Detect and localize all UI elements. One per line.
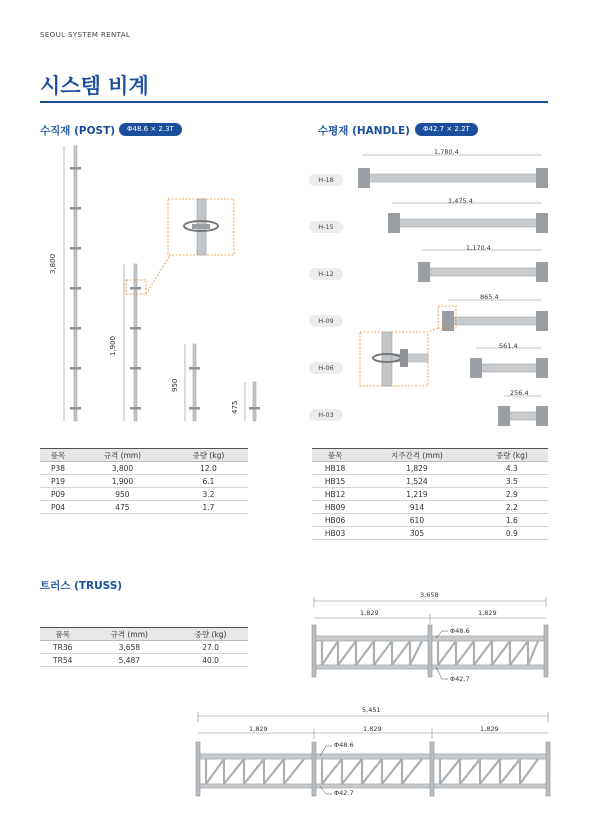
column-header: 중량 (kg) [173,628,248,641]
truss-tr36-diagram [308,595,553,690]
table-cell: P04 [40,501,76,514]
brand-name: SEOUL SYSTEM RENTAL [40,31,131,39]
column-header: 품목 [40,449,76,462]
post-1900 [130,264,141,421]
truss-tr54-segment-dim: 1,829 [249,725,268,733]
handle-dim-h18: 1,780.4 [434,148,459,156]
table-header-row [40,628,248,641]
truss-tr36-top-pipe-label: Φ48.6 [450,627,470,635]
handle-h15 [388,203,548,233]
table-cell: 305 [358,527,476,540]
table-cell: HB15 [312,475,358,488]
post-spec-badge: Φ48.6 × 2.3T [119,123,182,136]
handle-code-h18: H-18 [309,174,343,186]
truss-tr54-total-dim: 5,451 [362,706,381,714]
table-cell: 475 [76,501,169,514]
table-cell: 6.1 [169,475,248,488]
post-dim-475: 475 [231,400,239,414]
handle-code-h09: H-09 [309,315,343,327]
handle-h18 [358,155,548,188]
table-cell: HB09 [312,501,358,514]
table-cell: 1,900 [76,475,169,488]
table-cell: 3,800 [76,462,169,475]
table-cell: 3.2 [169,488,248,501]
table-cell: P19 [40,475,76,488]
handle-code-h03: H-03 [309,409,343,421]
post-475 [249,382,260,421]
handle-code-h15: H-15 [309,221,343,233]
post-diagram [40,140,280,430]
table-cell: 950 [76,488,169,501]
table-cell: 3,658 [85,641,173,654]
truss-tr54-bottom-pipe-label: Φ42.7 [334,789,354,797]
table-cell: 27.0 [173,641,248,654]
column-header: 규격 (mm) [85,628,173,641]
handle-h03 [498,396,548,426]
handle-dim-h03: 256.4 [510,389,529,397]
table-cell: 3.5 [476,475,548,488]
table-cell: 12.0 [169,462,248,475]
column-header: 규격 (mm) [76,449,169,462]
post-3800 [70,146,81,421]
truss-tr54-segment-dim: 1,829 [480,725,499,733]
table-row [40,475,248,488]
handle-dim-h12: 1,170.4 [466,244,491,252]
table-cell: 40.0 [173,654,248,667]
column-header: 품목 [40,628,85,641]
table-row [312,462,548,475]
table-row [40,641,248,654]
table-cell: 1,219 [358,488,476,501]
table-row [312,514,548,527]
table-cell: 4.3 [476,462,548,475]
post-section-title: 수직재 (POST) [40,125,116,137]
table-cell: TR36 [40,641,85,654]
table-cell: 1,524 [358,475,476,488]
column-header: 중량 (kg) [169,449,248,462]
handle-dim-h06: 561.4 [499,342,518,350]
truss-tr36-total-dim: 3,658 [420,591,439,599]
table-cell: 1.7 [169,501,248,514]
table-cell: HB18 [312,462,358,475]
handle-dim-h09: 865.4 [480,293,499,301]
handle-h09 [442,300,548,331]
table-cell: 0.9 [476,527,548,540]
title-divider [40,101,548,103]
post-dim-1900: 1,900 [109,335,117,356]
table-row [312,475,548,488]
table-row [312,488,548,501]
truss-tr54-segment-dim: 1,829 [363,725,382,733]
table-cell: 2.2 [476,501,548,514]
table-header-row [40,449,248,462]
table-cell: TR54 [40,654,85,667]
post-950 [189,344,200,421]
table-row [40,654,248,667]
handle-h12 [418,250,548,282]
column-header: 품목 [312,449,358,462]
table-cell: 2.9 [476,488,548,501]
handle-spec-table [312,448,548,540]
table-cell: 5,487 [85,654,173,667]
post-dim-950: 950 [171,378,179,392]
handle-dim-h15: 1,475.4 [448,197,473,205]
truss-tr36-bottom-pipe-label: Φ42.7 [450,675,470,683]
truss-tr36-segment-dim: 1,829 [478,609,497,617]
column-header: 중량 (kg) [476,449,548,462]
truss-tr36-segment-dim: 1,829 [360,609,379,617]
table-cell: HB03 [312,527,358,540]
post-dim-3800: 3,800 [49,253,57,274]
table-cell: 914 [358,501,476,514]
handle-h06 [470,348,548,378]
table-cell: P09 [40,488,76,501]
table-cell: 610 [358,514,476,527]
handle-spec-badge: Φ42.7 × 2.2T [415,123,478,136]
table-row [40,501,248,514]
truss-spec-table [40,627,248,667]
post-spec-table [40,448,248,514]
truss-section-title: 트러스 (TRUSS) [40,580,123,592]
table-cell: 1,829 [358,462,476,475]
table-row [312,501,548,514]
table-row [40,462,248,475]
table-header-row [312,449,548,462]
handle-diagram [318,140,558,430]
column-header: 지주간격 (mm) [358,449,476,462]
table-cell: P38 [40,462,76,475]
page-title: 시스템 비계 [40,74,149,98]
table-row [40,488,248,501]
table-cell: HB12 [312,488,358,501]
table-row [312,527,548,540]
table-cell: 1.6 [476,514,548,527]
handle-code-h12: H-12 [309,268,343,280]
handle-section-title: 수평재 (HANDLE) [318,125,410,137]
handle-code-h06: H-06 [309,362,343,374]
table-cell: HB06 [312,514,358,527]
truss-tr54-top-pipe-label: Φ48.6 [334,741,354,749]
